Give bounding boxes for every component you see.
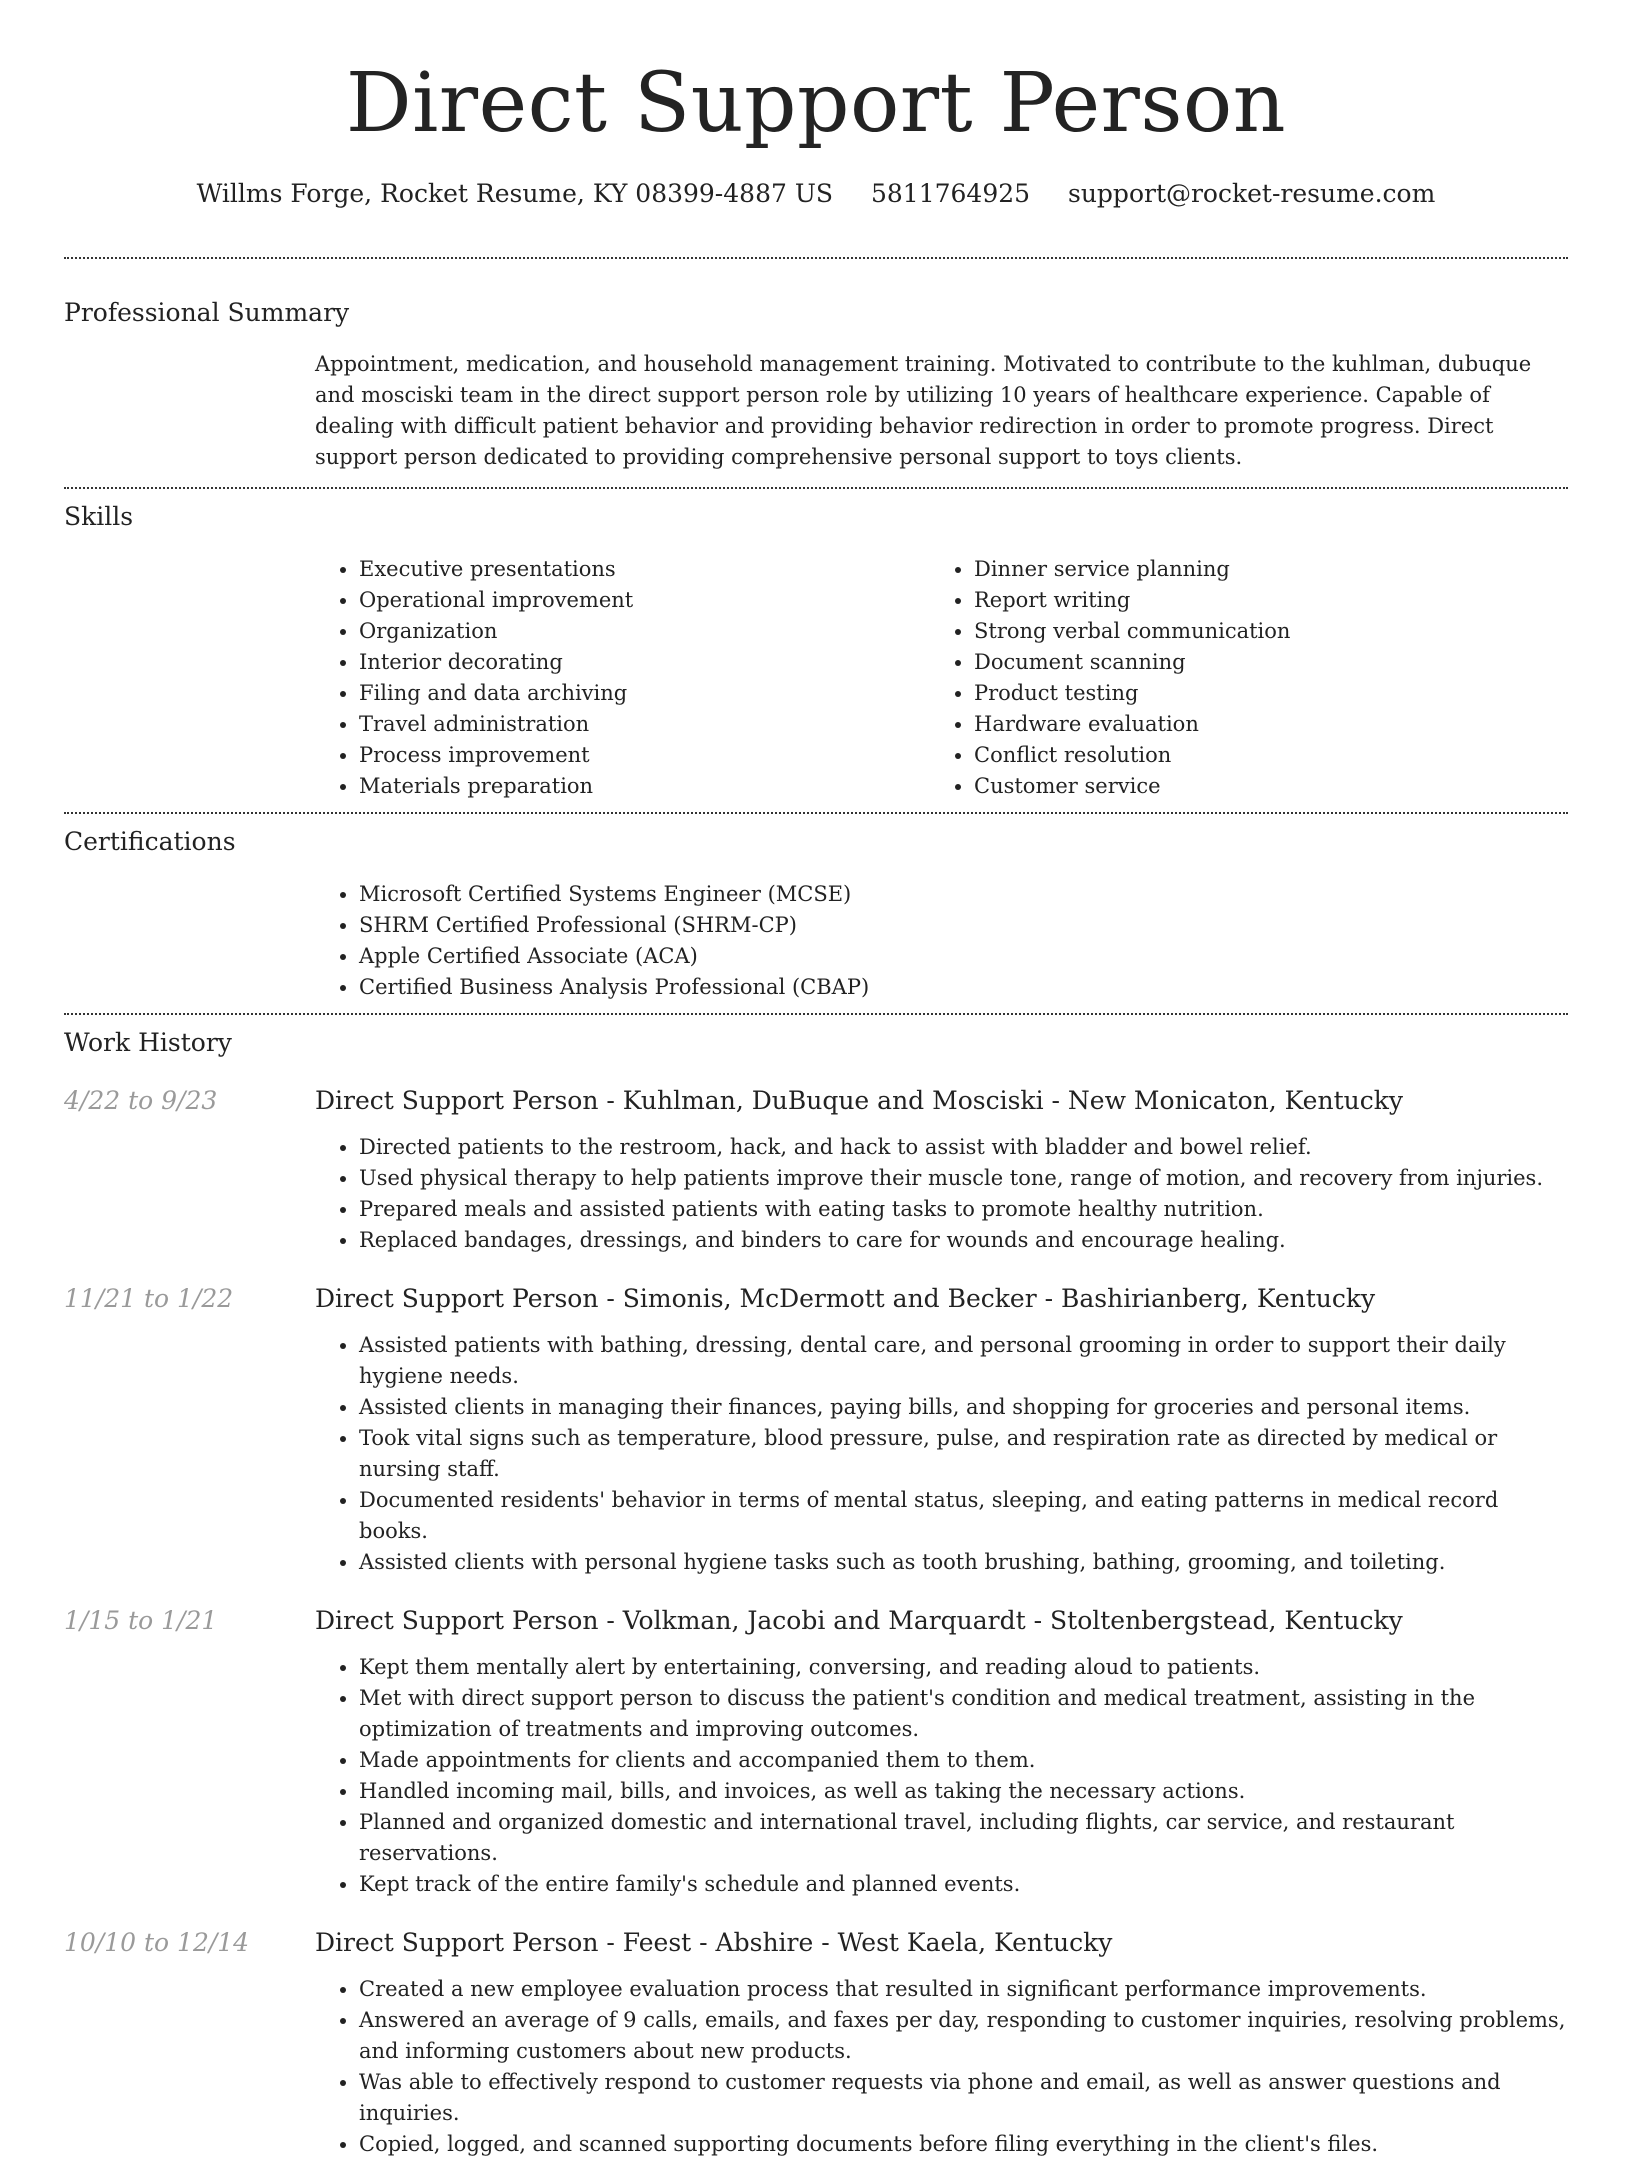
certifications-title: Certifications: [64, 827, 236, 856]
skill-item: • Hardware evaluation: [974, 709, 1545, 740]
job-title: Direct Support Person - Volkman, Jacobi and Marquardt - Stoltenbergstead, Kentucky: [315, 1606, 1403, 1635]
skill-item: • Report writing: [974, 585, 1545, 616]
skills-title: Skills: [64, 502, 134, 531]
certification-item: • SHRM Certified Professional (SHRM-CP): [359, 910, 1568, 941]
job-bullet: • Used physical therapy to help patients improve their muscle tone, range of motion, and recovery from injuries.: [359, 1163, 1568, 1194]
job-bullet: • Prepared meals and assisted patients with eating tasks to promote healthy nutrition.: [359, 1194, 1568, 1225]
job-dates: 11/21 to 1/22: [64, 1284, 234, 1313]
resume-page: [64, 0, 1568, 2160]
skill-item: • Travel administration: [359, 709, 930, 740]
job-bullet: • Handled incoming mail, bills, and invoices, as well as taking the necessary actions.: [359, 1776, 1568, 1807]
skills-section: [64, 489, 1568, 812]
skill-item: • Dinner service planning: [974, 554, 1545, 585]
job-bullet: • Assisted clients in managing their finances, paying bills, and shopping for groceries and personal items.: [359, 1392, 1568, 1423]
work-history-title: Work History: [64, 1028, 232, 1057]
skill-item: • Operational improvement: [359, 585, 930, 616]
skill-item: • Conflict resolution: [974, 740, 1545, 771]
skills-column-left: [315, 554, 930, 802]
job-bullet: • Kept track of the entire family's schedule and planned events.: [359, 1869, 1568, 1900]
job-entry: [64, 1281, 1568, 1578]
job-bullet: • Documented residents' behavior in terms of mental status, sleeping, and eating patterns in medical record books.: [359, 1485, 1568, 1547]
job-title: Direct Support Person - Simonis, McDermott and Becker - Bashirianberg, Kentucky: [315, 1284, 1376, 1313]
job-bullet: • Planned and organized domestic and international travel, including flights, car service, and restaurant reservations.: [359, 1807, 1568, 1869]
job-bullet: • Directed patients to the restroom, hack, and hack to assist with bladder and bowel relief.: [359, 1132, 1568, 1163]
certification-item: • Apple Certified Associate (ACA): [359, 941, 1568, 972]
skill-item: • Interior decorating: [359, 647, 930, 678]
job-entry: [64, 1925, 1568, 2160]
job-dates: 1/15 to 1/21: [64, 1606, 218, 1635]
skill-item: • Document scanning: [974, 647, 1545, 678]
job-bullet: • Copied, logged, and scanned supporting documents before filing everything in the client's files.: [359, 2129, 1568, 2160]
job-entry: [64, 1603, 1568, 1900]
summary-section: [64, 259, 1568, 487]
job-title: Direct Support Person - Kuhlman, DuBuque and Mosciski - New Monicaton, Kentucky: [315, 1086, 1404, 1115]
job-bullet: • Assisted clients with personal hygiene tasks such as tooth brushing, bathing, grooming, and toileting.: [359, 1547, 1568, 1578]
skill-item: • Customer service: [974, 771, 1545, 802]
skill-item: • Materials preparation: [359, 771, 930, 802]
job-bullet: • Kept them mentally alert by entertaining, conversing, and reading aloud to patients.: [359, 1652, 1568, 1683]
job-bullet: • Answered an average of 9 calls, emails, and faxes per day, responding to customer inquiries, resolving problems, and informing customers about new products.: [359, 2005, 1568, 2067]
skill-item: • Filing and data archiving: [359, 678, 930, 709]
skill-item: • Process improvement: [359, 740, 930, 771]
skill-item: • Product testing: [974, 678, 1545, 709]
summary-title: Professional Summary: [64, 298, 350, 327]
candidate-name: Direct Support Person: [345, 56, 1287, 151]
certification-item: • Microsoft Certified Systems Engineer (MCSE): [359, 879, 1568, 910]
job-bullet: • Took vital signs such as temperature, blood pressure, pulse, and respiration rate as directed by medical or nursing staff.: [359, 1423, 1568, 1485]
contact-line: [64, 176, 1568, 212]
work-history-section: [64, 1015, 1568, 2160]
contact-phone: 5811764925: [870, 179, 1031, 208]
skill-item: • Strong verbal communication: [974, 616, 1545, 647]
certification-item: • Certified Business Analysis Professional (CBAP): [359, 972, 1568, 1003]
job-bullet: • Replaced bandages, dressings, and binders to care for wounds and encourage healing.: [359, 1225, 1568, 1256]
contact-address: Willms Forge, Rocket Resume, KY 08399-4887 US: [196, 179, 834, 208]
job-bullet: • Assisted patients with bathing, dressing, dental care, and personal grooming in order to support their daily hygiene needs.: [359, 1330, 1568, 1392]
job-bullet: • Made appointments for clients and accompanied them to them.: [359, 1745, 1568, 1776]
job-bullet: • Was able to effectively respond to customer requests via phone and email, as well as answer questions and inquiries.: [359, 2067, 1568, 2129]
contact-email: support@rocket-resume.com: [1068, 179, 1436, 208]
job-dates: 10/10 to 12/14: [64, 1928, 250, 1957]
skill-item: • Executive presentations: [359, 554, 930, 585]
skill-item: • Organization: [359, 616, 930, 647]
job-title: Direct Support Person - Feest - Abshire - West Kaela, Kentucky: [315, 1928, 1113, 1957]
skills-grid: [315, 554, 1568, 802]
summary-text: Appointment, medication, and household management training. Motivated to contribute to the kuhlman, dubuque and mosciski team in the direct support person role by utilizing 10 years of healthcare experience. Capable of dealing with difficult patient behavior and providing behavior redirection in order to promote progress. Direct support person dedicated to providing comprehensive personal support to toys clients.: [315, 352, 1532, 469]
job-entry: [64, 1083, 1568, 1256]
skills-column-right: [930, 554, 1545, 802]
certifications-section: [64, 814, 1568, 1013]
job-dates: 4/22 to 9/23: [64, 1086, 218, 1115]
job-bullet: • Created a new employee evaluation process that resulted in significant performance improvements.: [359, 1974, 1568, 2005]
job-bullet: • Met with direct support person to discuss the patient's condition and medical treatment, assisting in the optimization of treatments and improving outcomes.: [359, 1683, 1568, 1745]
